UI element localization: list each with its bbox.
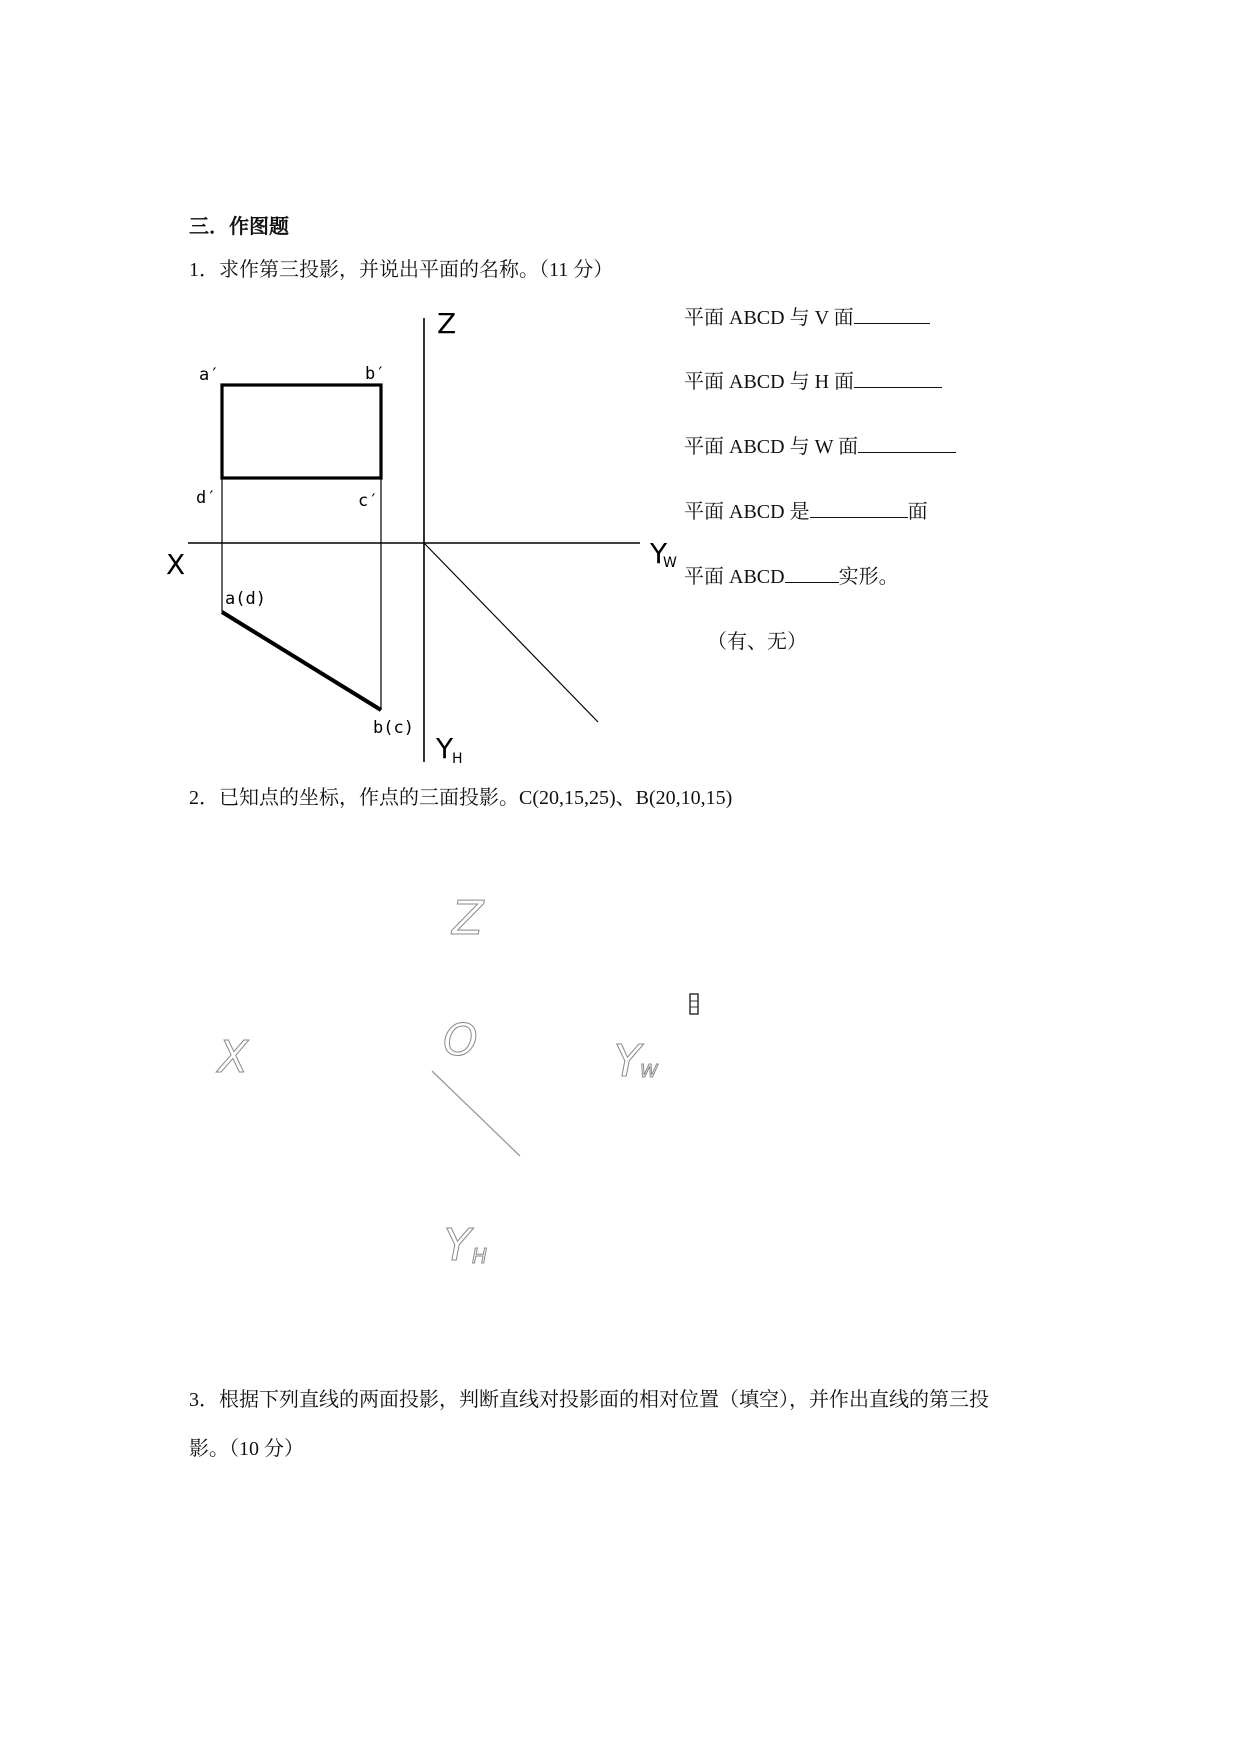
q1-fill-1 <box>684 301 930 330</box>
q2-45-degree-line <box>432 1071 520 1156</box>
q1-fill-1-blank[interactable] <box>854 305 930 324</box>
q1-fill-4-suffix: 面 <box>907 501 928 523</box>
q1-fill-2-prefix: 平面 ABCD 与 H 面 <box>684 371 855 393</box>
q1-point-a-prime: a′ <box>199 365 220 385</box>
q2-origin-label: O <box>443 1015 478 1066</box>
q1-fill-5-prefix: 平面 ABCD <box>684 566 785 588</box>
q1-axis-z-label: Z <box>437 307 457 340</box>
q1-fill-5-blank[interactable] <box>785 564 839 583</box>
q1-point-ad: a(d) <box>225 589 266 609</box>
q1-fill-2 <box>684 365 942 394</box>
q1-fill-5-suffix: 实形。 <box>838 566 899 588</box>
q1-axis-yw-label: Y <box>650 537 668 570</box>
q1-fill-1-prefix: 平面 ABCD 与 V 面 <box>684 307 854 329</box>
q1-point-bc: b(c) <box>373 718 414 738</box>
question-1-text: 1．求作第三投影，并说出平面的名称。（11 分） <box>189 259 614 281</box>
q1-axis-yw-subscript: W <box>663 555 677 571</box>
q2-axis-z-label: Z <box>452 891 484 945</box>
q1-hint: （有、无） <box>707 631 807 653</box>
q1-fill-4-blank[interactable] <box>810 499 908 518</box>
q1-axis-yh-label: Y <box>436 732 454 765</box>
q1-fill-3-blank[interactable] <box>858 434 956 453</box>
q1-fill-4 <box>684 495 928 524</box>
q1-point-b-prime: b′ <box>365 364 386 384</box>
q2-axis-yh-subscript: H <box>472 1244 488 1268</box>
q1-front-view-rectangle <box>222 385 381 478</box>
q1-fill-3 <box>684 430 956 459</box>
q1-point-d-prime: d′ <box>196 488 217 508</box>
q2-axis-yw-label: Y <box>614 1036 641 1087</box>
q1-fill-4-prefix: 平面 ABCD 是 <box>684 501 810 523</box>
q2-axis-x-label: X <box>218 1032 249 1083</box>
q2-small-mark <box>690 994 698 1014</box>
q1-axis-x-label: X <box>166 548 186 581</box>
q2-axis-yh-label: Y <box>444 1220 471 1271</box>
section-title: 三．作图题 <box>189 214 289 238</box>
question-3-line-1: 3．根据下列直线的两面投影，判断直线对投影面的相对位置（填空），并作出直线的第三投 <box>189 1389 989 1411</box>
q1-point-c-prime: c′ <box>358 491 379 511</box>
question-3-line-2: 影。（10 分） <box>189 1438 304 1460</box>
q1-fill-2-blank[interactable] <box>854 369 942 388</box>
q1-axis-yh-subscript: H <box>452 751 463 767</box>
question-2-text: 2．已知点的坐标，作点的三面投影。C(20,15,25)、B(20,10,15) <box>189 787 733 809</box>
q2-axis-yw-subscript: W <box>640 1061 658 1082</box>
q1-top-view-line <box>222 612 381 710</box>
q1-fill-3-prefix: 平面 ABCD 与 W 面 <box>684 436 859 458</box>
q1-fill-5 <box>684 560 899 589</box>
q1-45-degree-line <box>424 543 598 722</box>
